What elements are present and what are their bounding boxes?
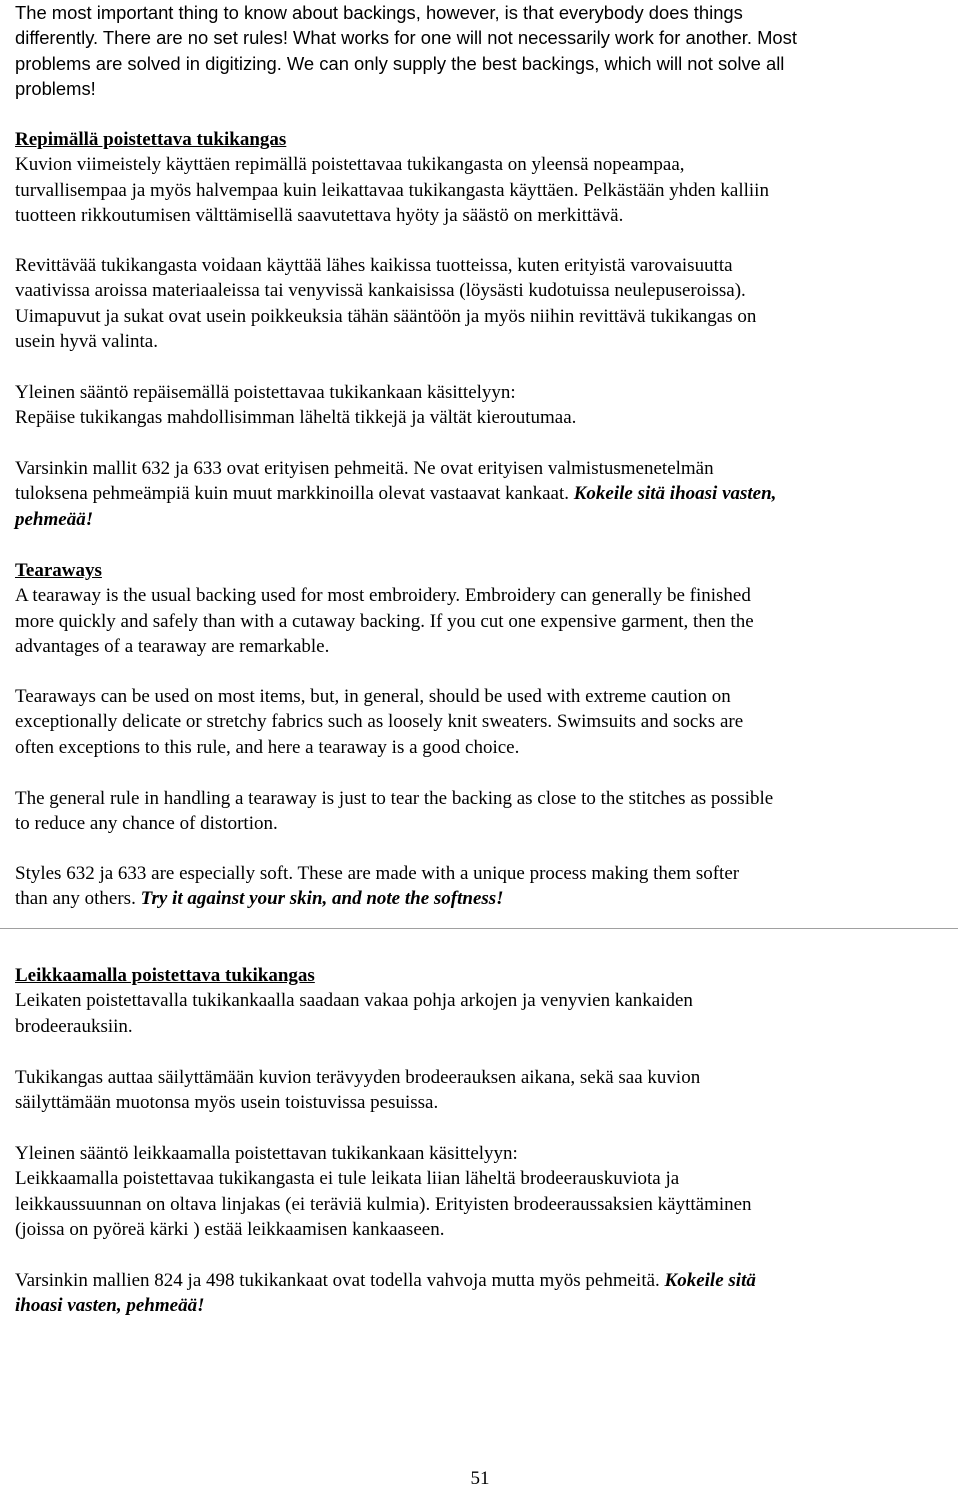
emphasis-text: Try it against your skin, and note the softness! xyxy=(140,888,504,910)
text-line xyxy=(15,481,945,506)
section-heading: Leikkaamalla poistettava tukikangas xyxy=(15,965,315,986)
text-line: to reduce any chance of distortion. xyxy=(15,813,278,835)
cutaway-fi-paragraph-4 xyxy=(15,1268,945,1319)
text-line: Leikaten poistettavalla tukikankaalla saadaan vakaa pohja arkojen ja venyvien kankaiden xyxy=(15,990,693,1012)
text-line xyxy=(15,507,945,532)
text-line: The general rule in handling a tearaway is just to tear the backing as close to the stitches as possible xyxy=(15,788,774,809)
tearaway-en-paragraph-4 xyxy=(15,861,945,912)
intro-paragraph xyxy=(15,0,945,102)
text-line: advantages of a tearaway are remarkable. xyxy=(15,636,330,658)
text-line: leikkaussuunnan on oltava linjakas (ei teräviä kulmia). Erityisten brodeeraussaksien käyttäminen xyxy=(15,1193,752,1215)
cutaway-fi-paragraph-3 xyxy=(15,1141,945,1243)
text-line: The most important thing to know about backings, however, is that everybody does things xyxy=(15,2,743,23)
emphasis-text: Kokeile sitä xyxy=(664,1270,756,1291)
text-line: tuotteen rikkoutumisen välttämisellä saavutettava hyöty ja säästö on merkittävä. xyxy=(15,205,624,227)
text-line: Tearaways can be used on most items, but, in general, should be used with extreme caution on xyxy=(15,686,731,707)
section-heading: Tearaways xyxy=(15,560,102,581)
text-line: (joissa on pyöreä kärki ) estää leikkaamisen kankaaseen. xyxy=(15,1219,445,1241)
tearaway-fi-section xyxy=(15,127,945,229)
text-line: Varsinkin mallit 632 ja 633 ovat erityisen pehmeitä. Ne ovat erityisen valmistusmenetelmän xyxy=(15,458,714,479)
text-line: Revittävää tukikangasta voidaan käyttää lähes kaikissa tuotteissa, kuten erityistä varovaisuutta xyxy=(15,255,733,276)
text-line: problems are solved in digitizing. We can only supply the best backings, which will not solve all xyxy=(15,52,785,74)
text-line: Yleinen sääntö repäisemällä poistettavaa tukikankaan käsittelyyn: xyxy=(15,382,516,403)
text-line: Leikkaamalla poistettavaa tukikangasta ei tule leikata liian läheltä brodeerauskuviota ja xyxy=(15,1168,680,1190)
text-run: than any others. xyxy=(15,888,141,910)
text-line: exceptionally delicate or stretchy fabrics such as loosely knit sweaters. Swimsuits and socks are xyxy=(15,711,744,733)
cutaway-fi-section xyxy=(15,963,945,1039)
page-number: 51 xyxy=(470,1468,490,1489)
text-line: Kuvion viimeistely käyttäen repimällä poistettavaa tukikangasta on yleensä nopeampaa, xyxy=(15,154,685,176)
text-line: often exceptions to this rule, and here a tearaway is a good choice. xyxy=(15,736,520,758)
text-line: differently. There are no set rules! What works for one will not necessarily work for another. Most xyxy=(15,27,797,49)
text-line: brodeerauksiin. xyxy=(15,1015,133,1037)
text-line: säilyttämään muotonsa myös usein toistuvissa pesuissa. xyxy=(15,1092,439,1114)
tearaway-en-paragraph-2 xyxy=(15,684,945,760)
text-run: tuloksena pehmeämpiä kuin muut markkinoilla olevat vastaavat kankaat. xyxy=(15,483,574,505)
emphasis-text: Kokeile sitä ihoasi vasten, xyxy=(573,483,777,505)
text-line: vaativissa aroissa materiaaleissa tai venyvissä kankaisissa (löysästi kudotuissa neulepuseroissa). xyxy=(15,280,746,302)
tearaway-en-section xyxy=(15,558,945,660)
text-line: usein hyvä valinta. xyxy=(15,331,158,353)
emphasis-text: pehmeää! xyxy=(15,508,94,530)
text-line xyxy=(15,1293,945,1318)
text-line: problems! xyxy=(15,78,96,100)
text-line: Uimapuvut ja sukat ovat usein poikkeuksia tähän sääntöön ja myös niihin revittävä tukikangas on xyxy=(15,305,757,327)
tearaway-fi-paragraph-3 xyxy=(15,380,945,431)
text-line xyxy=(15,1268,945,1293)
tearaway-en-paragraph-3 xyxy=(15,786,945,837)
text-line: Styles 632 ja 633 are especially soft. These are made with a unique process making them softer xyxy=(15,863,740,884)
tearaway-fi-paragraph-2 xyxy=(15,253,945,355)
section-divider xyxy=(0,928,958,929)
text-line: Tukikangas auttaa säilyttämään kuvion terävyyden brodeerauksen aikana, sekä saa kuvion xyxy=(15,1067,701,1088)
section-heading: Repimällä poistettava tukikangas xyxy=(15,129,287,150)
text-line: Yleinen sääntö leikkaamalla poistettavan tukikankaan käsittelyyn: xyxy=(15,1143,518,1164)
tearaway-fi-paragraph-4 xyxy=(15,456,945,532)
text-line: Repäise tukikangas mahdollisimman läheltä tikkejä ja vältät kieroutumaa. xyxy=(15,407,577,429)
emphasis-text: ihoasi vasten, pehmeää! xyxy=(15,1295,205,1317)
text-run: Varsinkin mallien 824 ja 498 tukikankaat ovat todella vahvoja mutta myös pehmeitä. xyxy=(15,1270,665,1291)
text-line: A tearaway is the usual backing used for most embroidery. Embroidery can generally be finished xyxy=(15,585,751,607)
cutaway-fi-paragraph-2 xyxy=(15,1065,945,1116)
text-line: more quickly and safely than with a cutaway backing. If you cut one expensive garment, then the xyxy=(15,610,754,632)
text-line xyxy=(15,886,945,911)
text-line: turvallisempaa ja myös halvempaa kuin leikattavaa tukikangasta käyttäen. Pelkästään yhden kalliin xyxy=(15,179,769,201)
